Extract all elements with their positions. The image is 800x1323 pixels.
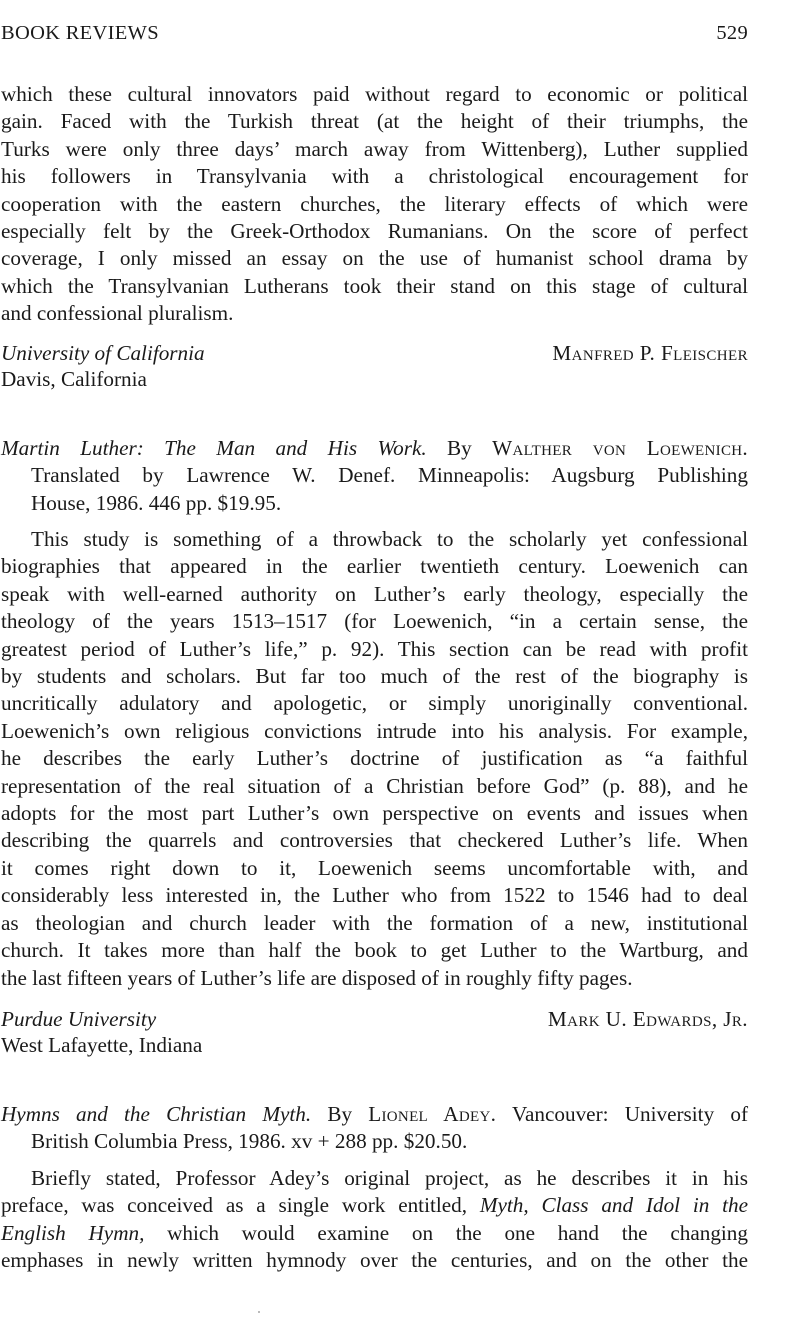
review1-signature: [1, 340, 748, 392]
citation-by: By: [426, 436, 493, 460]
reviewer-affiliation: University of California: [1, 341, 205, 365]
cited-title: Myth, Class and Idol in the: [479, 1193, 748, 1218]
citation-line: British Columbia Press, 1986. xv + 288 pp. $20.50.: [31, 1129, 468, 1154]
review2-citation: [1, 435, 748, 517]
text-line: considerably less interested in, the Luther who from 1522 to 1546 had to deal: [1, 883, 748, 908]
text-line: he describes the early Luther’s doctrine of justification as “a faithful: [1, 746, 748, 771]
reviewer-location: Davis, California: [1, 367, 147, 391]
book-title: Hymns and the Christian Myth.: [1, 1102, 312, 1126]
text-line: which these cultural innovators paid without regard to economic or political: [1, 82, 748, 106]
text-line: it comes right down to it, Loewenich seems uncomfortable with, and: [1, 855, 748, 880]
text-line: and confessional pluralism.: [1, 301, 234, 326]
citation-line: House, 1986. 446 pp. $19.95.: [31, 490, 282, 515]
book-title: Martin Luther: The Man and His Work.: [1, 436, 427, 460]
text-line: This study is something of a throwback to the scholarly yet confessional: [31, 527, 748, 551]
review2-body: [1, 526, 748, 992]
review3-citation: [1, 1101, 748, 1156]
text-line: Briefly stated, Professor Adey’s original project, as he describes it in his: [31, 1166, 748, 1190]
citation-by: By: [311, 1102, 369, 1126]
text-line: [1, 1192, 748, 1219]
citation-line: [1, 1101, 748, 1128]
text-line: Turks were only three days’ march away from Wittenberg), Luther supplied: [1, 136, 748, 161]
review1-body: [1, 81, 748, 328]
text-line: as theologian and church leader with the formation of a new, institutional: [1, 910, 748, 935]
text-line: theology of the years 1513–1517 (for Loewenich, “in a certain sense, the: [1, 609, 748, 634]
text-line: [1, 1220, 748, 1247]
citation-publisher: Vancouver: University of: [496, 1102, 749, 1126]
cited-title: English Hymn,: [1, 1220, 145, 1245]
reviewer-name: Mark U. Edwards, Jr.: [547, 1007, 748, 1031]
running-head-title: BOOK REVIEWS: [1, 22, 159, 44]
text-line: church. It takes more than half the book to get Luther to the Wartburg, and: [1, 938, 748, 963]
text-line: describing the quarrels and controversies that checkered Luther’s life. When: [1, 828, 748, 853]
text-line: uncritically adulatory and apologetic, or simply unoriginally conventional.: [1, 691, 748, 716]
text-line: his followers in Transylvania with a christological encouragement for: [1, 164, 748, 189]
text-line: greatest period of Luther’s life,” p. 92). This section can be read with profit: [1, 636, 748, 661]
text-line: representation of the real situation of a Christian before God” (p. 88), and he: [1, 773, 748, 798]
text-line: biographies that appeared in the earlier twentieth century. Loewenich can: [1, 554, 748, 579]
text-line: cooperation with the eastern churches, the literary effects of which were: [1, 191, 748, 216]
reviewer-name: Manfred P. Fleischer: [552, 341, 748, 365]
citation-line: [1, 435, 748, 462]
text-line: speak with well-earned authority on Luther’s early theology, especially the: [1, 581, 748, 606]
text-line: the last fifteen years of Luther’s life are disposed of in roughly fifty pages.: [1, 965, 633, 990]
text-line: emphases in newly written hymnody over the centuries, and on the other the: [1, 1248, 748, 1273]
book-author: Walther von Loewenich.: [492, 436, 748, 460]
text-line: which the Transylvanian Lutherans took their stand on this stage of cultural: [1, 273, 748, 298]
review3-body: [1, 1165, 748, 1275]
review2-signature: [1, 1006, 748, 1058]
text-fragment: which would examine on the one hand the changing: [144, 1220, 748, 1245]
text-line: Loewenich’s own religious convictions intrude into his analysis. For example,: [1, 718, 748, 743]
text-line: especially felt by the Greek-Orthodox Rumanians. On the score of perfect: [1, 219, 748, 244]
reviewer-affiliation: Purdue University: [1, 1007, 157, 1031]
text-fragment: preface, was conceived as a single work entitled,: [1, 1193, 480, 1218]
citation-line: Translated by Lawrence W. Denef. Minneapolis: Augsburg Publishing: [31, 463, 748, 488]
text-line: adopts for the most part Luther’s own perspective on events and issues when: [1, 801, 748, 826]
text-line: coverage, I only missed an essay on the use of humanist school drama by: [1, 246, 748, 271]
text-line: by students and scholars. But far too much of the rest of the biography is: [1, 664, 748, 689]
book-author: Lionel Adey.: [368, 1102, 497, 1126]
print-speck: [258, 1311, 260, 1313]
text-line: gain. Faced with the Turkish threat (at the height of their triumphs, the: [1, 109, 748, 134]
page-number: 529: [716, 22, 748, 44]
reviewer-location: West Lafayette, Indiana: [1, 1033, 203, 1057]
running-head: [1, 22, 748, 52]
